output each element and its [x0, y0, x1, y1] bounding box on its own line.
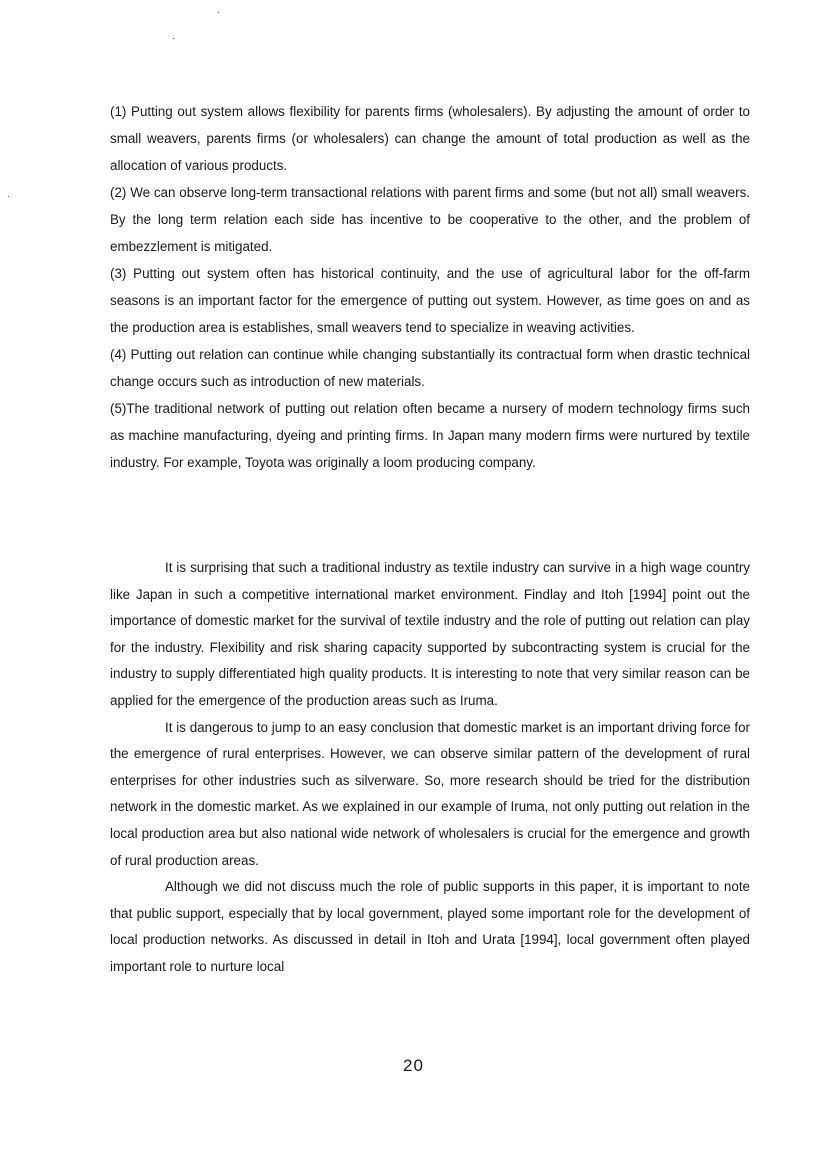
list-item: (3) Putting out system often has historical continuity, and the use of agricultural labor for the off-farm seasons is an important factor for the emergence of putting out system. However, as time goes on and as the production area is establishes, small weavers tend to specialize in weaving activities.: [110, 266, 750, 335]
body-text: [110, 555, 750, 981]
list-item: (5)The traditional network of putting out relation often became a nursery of modern technology firms such as machine manufacturing, dyeing and printing firms. In Japan many modern firms were nurtured by textile industry. For example, Toyota was originally a loom producing company.: [110, 401, 750, 470]
page-number: 20: [403, 1056, 424, 1075]
paragraph: It is surprising that such a traditional industry as textile industry can survive in a high wage country like Japan in such a competitive international market environment. Findlay and Itoh [1994] point out the importance of domestic market for the survival of textile industry and the role of putting out relation can play for the industry. Flexibility and risk sharing capacity supported by subcontracting system is crucial for the industry to supply differentiated high quality products. It is interesting to note that very similar reason can be applied for the emergence of the production areas such as Iruma.: [110, 560, 750, 708]
scan-speck: [218, 12, 219, 13]
paragraph: Although we did not discuss much the role of public supports in this paper, it is important to note that public support, especially that by local government, played some important role for the development of local production networks. As discussed in detail in Itoh and Urata [1994], local government often played important role to nurture local: [110, 879, 750, 974]
list-item: (1) Putting out system allows flexibility for parents firms (wholesalers). By adjusting the amount of order to small weavers, parents firms (or wholesalers) can change the amount of total production as well as the allocation of various products.: [110, 104, 750, 173]
scan-speck: [8, 196, 9, 197]
scan-speck: [173, 38, 174, 39]
numbered-list: [110, 98, 750, 476]
paragraph: It is dangerous to jump to an easy conclusion that domestic market is an important driving force for the emergence of rural enterprises. However, we can observe similar pattern of the development of rural enterprises for other industries such as silverware. So, more research should be tried for the distribution network in the domestic market. As we explained in our example of Iruma, not only putting out relation in the local production area but also national wide network of wholesalers is crucial for the emergence and growth of rural production areas.: [110, 719, 750, 868]
list-item: (4) Putting out relation can continue while changing substantially its contractual form when drastic technical change occurs such as introduction of new materials.: [110, 347, 750, 389]
list-item: (2) We can observe long-term transactional relations with parent firms and some (but not all) small weavers. By the long term relation each side has incentive to be cooperative to the other, and the problem of embezzlement is mitigated.: [110, 185, 750, 254]
